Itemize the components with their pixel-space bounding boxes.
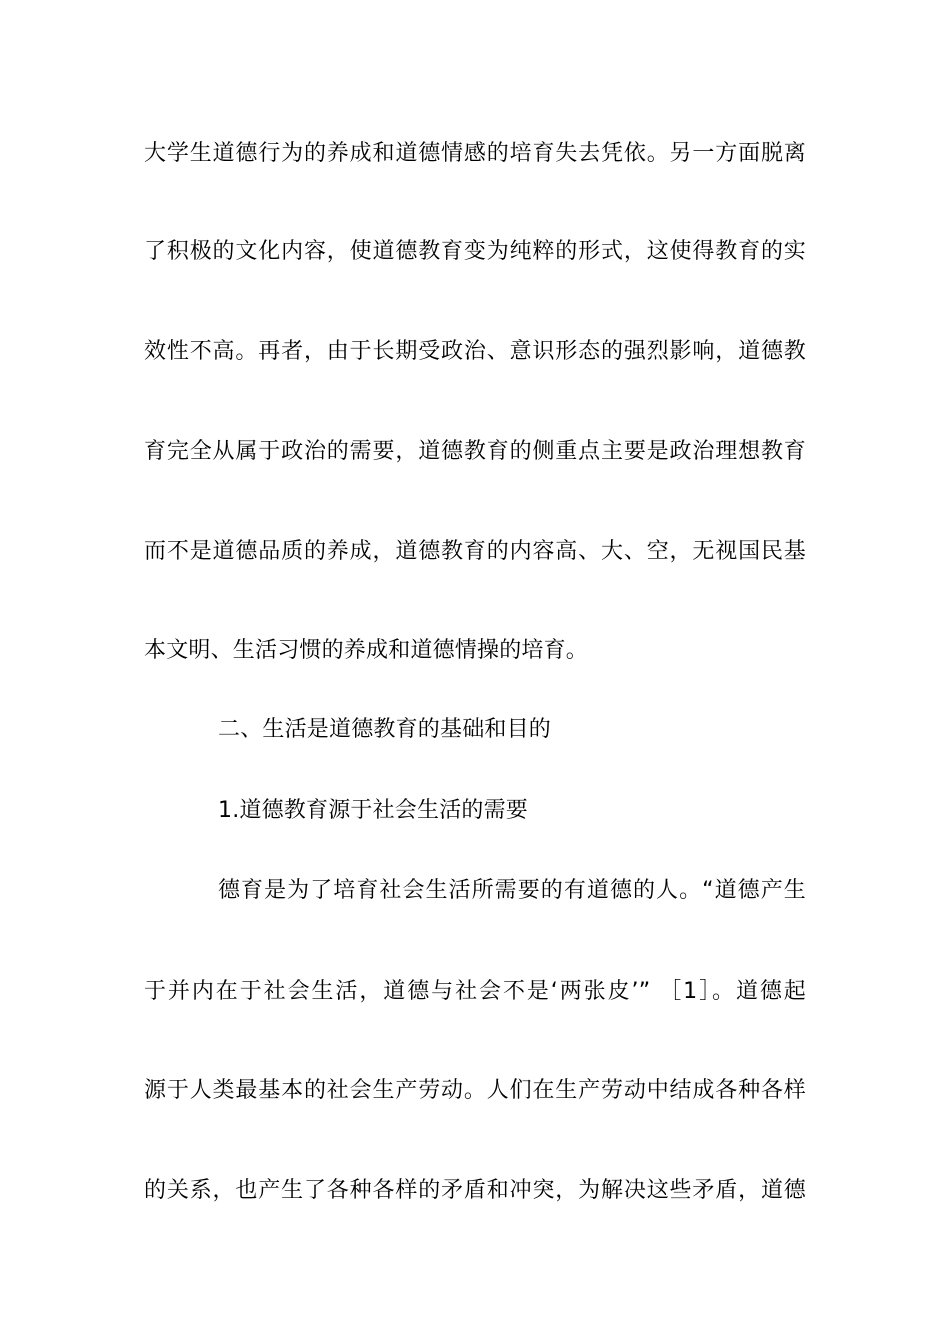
body-text-line: 了积极的文化内容，使道德教育变为纯粹的形式，这使得教育的实 xyxy=(144,239,806,264)
section-heading: 二、生活是道德教育的基础和目的 xyxy=(218,717,552,742)
body-text-line: 而不是道德品质的养成，道德教育的内容高、大、空，无视国民基 xyxy=(144,539,806,564)
body-text-line: 育完全从属于政治的需要，道德教育的侧重点主要是政治理想教育 xyxy=(144,439,806,464)
body-text-line: 德育是为了培育社会生活所需要的有道德的人。“道德产生 xyxy=(218,878,806,903)
body-text-line: 效性不高。再者，由于长期受政治、意识形态的强烈影响，道德教 xyxy=(144,339,806,364)
subsection-heading: 1.道德教育源于社会生活的需要 xyxy=(218,798,528,823)
body-text-line: 大学生道德行为的养成和道德情感的培育失去凭依。另一方面脱离 xyxy=(144,141,806,166)
body-text-line: 的关系，也产生了各种各样的矛盾和冲突，为解决这些矛盾，道德 xyxy=(144,1178,806,1203)
body-text-line: 源于人类最基本的社会生产劳动。人们在生产劳动中结成各种各样 xyxy=(144,1078,806,1103)
body-text-line: 本文明、生活习惯的养成和道德情操的培育。 xyxy=(144,638,589,663)
body-text-line: 于并内在于社会生活，道德与社会不是‘两张皮’” ［1］。道德起 xyxy=(144,979,806,1004)
